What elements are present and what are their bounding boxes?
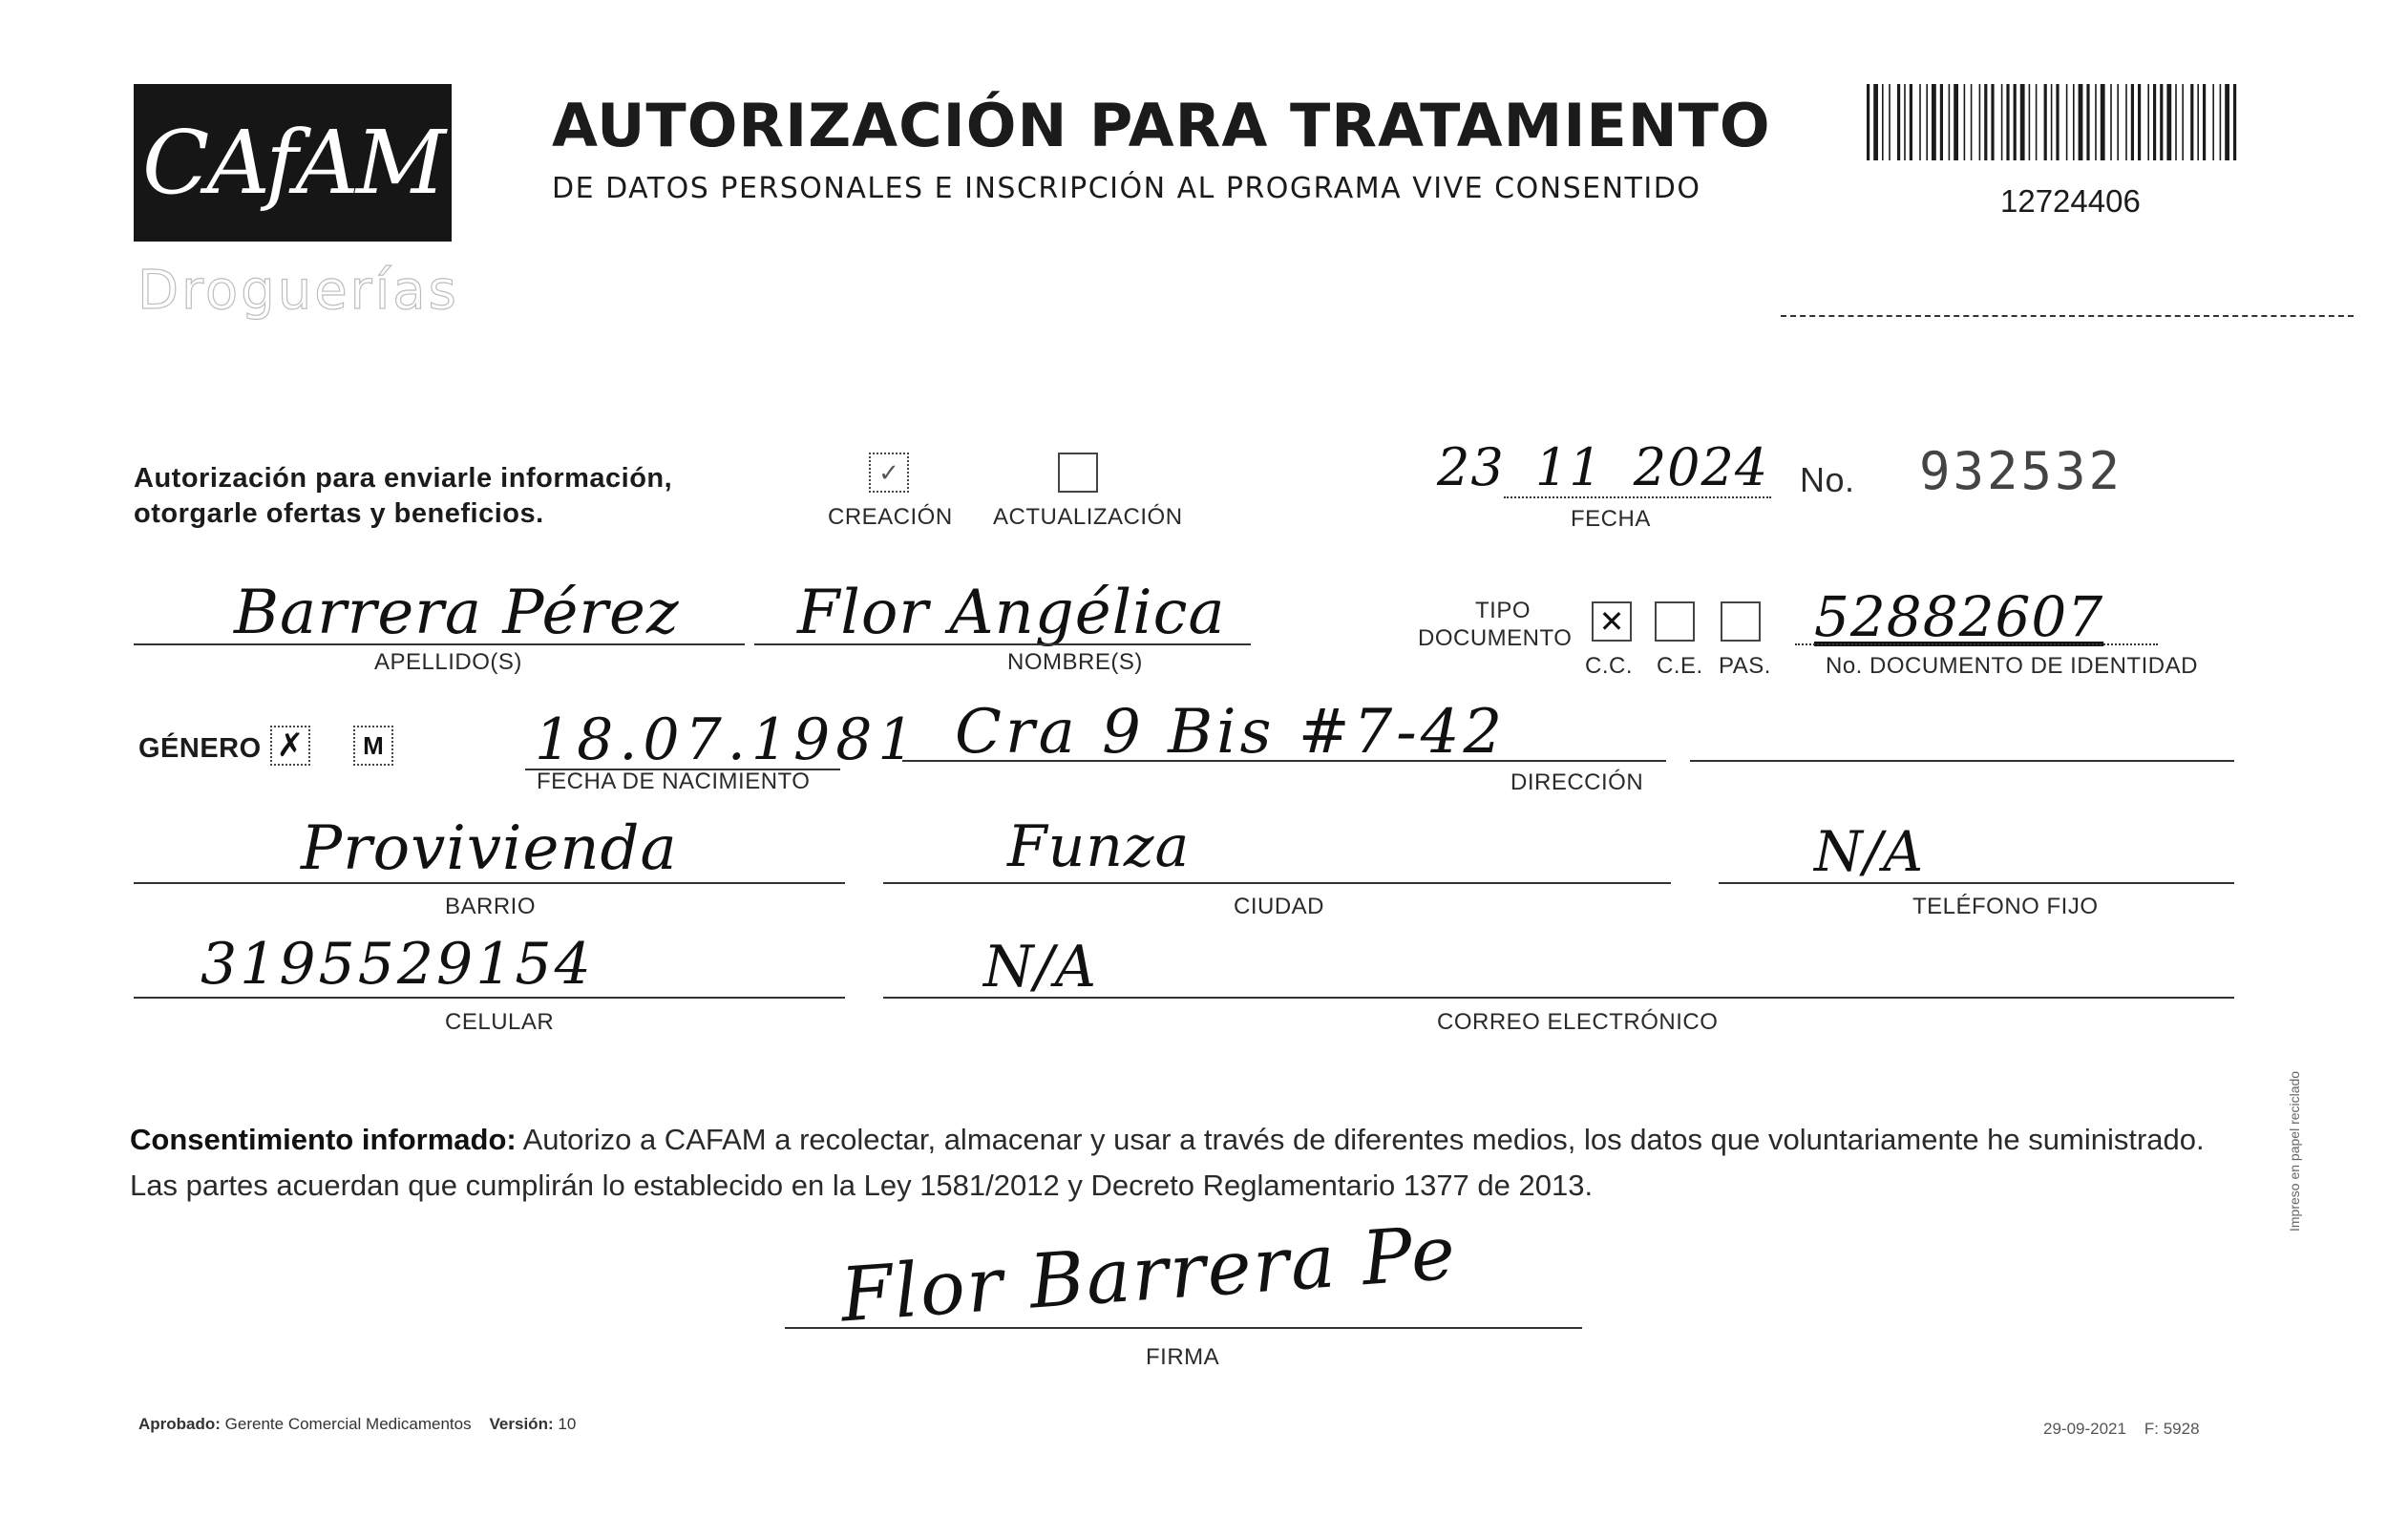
authorization-heading-line-1: Autorización para enviarle información, <box>134 463 673 494</box>
documento-value: 52882607 <box>1814 584 2104 649</box>
celular-line <box>134 997 845 999</box>
divider-dashed <box>1781 315 2354 317</box>
tipo-documento-label-2: DOCUMENTO <box>1418 625 1573 651</box>
aprobado-label: Aprobado: <box>138 1415 221 1433</box>
barcode <box>1867 84 2244 160</box>
consent-line-2: Las partes acuerdan que cumplirán lo establecido en la Ley 1581/2012 y Decreto Reglamentario 1377 de 2013. <box>130 1169 1594 1202</box>
fecha-label: FECHA <box>1571 506 1651 532</box>
barrio-line <box>134 882 845 884</box>
consent-heading: Consentimiento informado: <box>130 1123 517 1156</box>
apellidos-value: Barrera Pérez <box>234 578 680 648</box>
logo-brand: CAfAM <box>142 112 443 214</box>
direccion-line-2 <box>1690 760 2234 762</box>
apellidos-label: APELLIDO(S) <box>374 649 522 675</box>
pas-label: PAS. <box>1719 653 1771 679</box>
documento-line <box>1795 643 2158 645</box>
barrio-label: BARRIO <box>445 894 537 919</box>
actualizacion-label: ACTUALIZACIÓN <box>993 504 1183 530</box>
documento-label: No. DOCUMENTO DE IDENTIDAD <box>1826 653 2198 679</box>
pas-checkbox[interactable] <box>1721 601 1761 642</box>
genero-label: GÉNERO <box>138 733 262 764</box>
date-code: 29-09-2021 <box>2043 1420 2126 1438</box>
consent-line-1: Autorizo a CAFAM a recolectar, almacenar y usar a través de diferentes medios, los datos que voluntariamente he suministrado. <box>516 1123 2205 1156</box>
nombres-line <box>754 643 1251 645</box>
telefono-value: N/A <box>1814 819 1925 884</box>
no-value: 932532 <box>1919 441 2123 501</box>
cc-checkbox[interactable] <box>1592 601 1632 642</box>
fecha-nacimiento-value: 18.07.1981 <box>535 706 920 773</box>
footer-approved <box>138 1415 576 1434</box>
signature-label: FIRMA <box>1146 1344 1220 1370</box>
fecha-nacimiento-label: FECHA DE NACIMIENTO <box>537 769 811 794</box>
creacion-checkbox[interactable] <box>869 453 909 493</box>
authorization-heading-line-2: otorgarle ofertas y beneficios. <box>134 498 544 529</box>
barcode-number: 12724406 <box>2000 183 2141 219</box>
form-title: AUTORIZACIÓN PARA TRATAMIENTO <box>552 91 1771 160</box>
ce-checkbox[interactable] <box>1655 601 1695 642</box>
fecha-line <box>1504 496 1771 498</box>
version-label: Versión: <box>489 1415 554 1433</box>
no-label: No. <box>1800 460 1855 499</box>
consent-text <box>130 1117 2326 1209</box>
x-mark-icon: ✗ <box>276 727 305 764</box>
recycled-paper-note: Impreso en papel reciclado <box>2287 1070 2302 1232</box>
fecha-value: 23 11 2024 <box>1437 437 1769 497</box>
nombres-label: NOMBRE(S) <box>1007 649 1143 675</box>
celular-label: CELULAR <box>445 1009 555 1035</box>
creacion-label: CREACIÓN <box>828 504 953 530</box>
aprobado-value: Gerente Comercial Medicamentos <box>224 1415 472 1433</box>
signature-line <box>785 1327 1582 1329</box>
cc-label: C.C. <box>1585 653 1633 679</box>
version-value: 10 <box>558 1415 577 1433</box>
telefono-line <box>1719 882 2234 884</box>
ciudad-label: CIUDAD <box>1234 894 1325 919</box>
direccion-line <box>902 760 1666 762</box>
genero-m-checkbox[interactable] <box>353 726 393 766</box>
nombres-value: Flor Angélica <box>797 578 1226 648</box>
cafam-logo <box>134 84 452 242</box>
direccion-label: DIRECCIÓN <box>1510 769 1644 795</box>
logo-subtitle: Droguerías <box>137 260 459 322</box>
genero-f-checkbox[interactable] <box>270 726 310 766</box>
ciudad-value: Funza <box>1007 813 1191 880</box>
check-icon: ✓ <box>878 458 899 487</box>
correo-line <box>883 997 2234 999</box>
footer-codes <box>2043 1420 2200 1439</box>
direccion-value: Cra 9 Bis #7-42 <box>955 697 1507 768</box>
tipo-documento-label-1: TIPO <box>1475 598 1531 623</box>
ciudad-line <box>883 882 1671 884</box>
ce-label: C.E. <box>1657 653 1703 679</box>
x-mark-icon: ✕ <box>1598 604 1625 639</box>
form-code: F: 5928 <box>2144 1420 2200 1438</box>
genero-m-label: M <box>363 731 384 760</box>
form-subtitle: DE DATOS PERSONALES E INSCRIPCIÓN AL PROGRAMA VIVE CONSENTIDO <box>552 172 1701 205</box>
telefono-label: TELÉFONO FIJO <box>1912 894 2099 919</box>
signature-value: Flor Barrera Pe <box>837 1210 1460 1339</box>
barrio-value: Provivienda <box>301 813 678 884</box>
apellidos-line <box>134 643 745 645</box>
celular-value: 3195529154 <box>201 931 594 998</box>
actualizacion-checkbox[interactable] <box>1058 453 1098 493</box>
correo-value: N/A <box>983 934 1098 1001</box>
correo-label: CORREO ELECTRÓNICO <box>1437 1009 1719 1035</box>
